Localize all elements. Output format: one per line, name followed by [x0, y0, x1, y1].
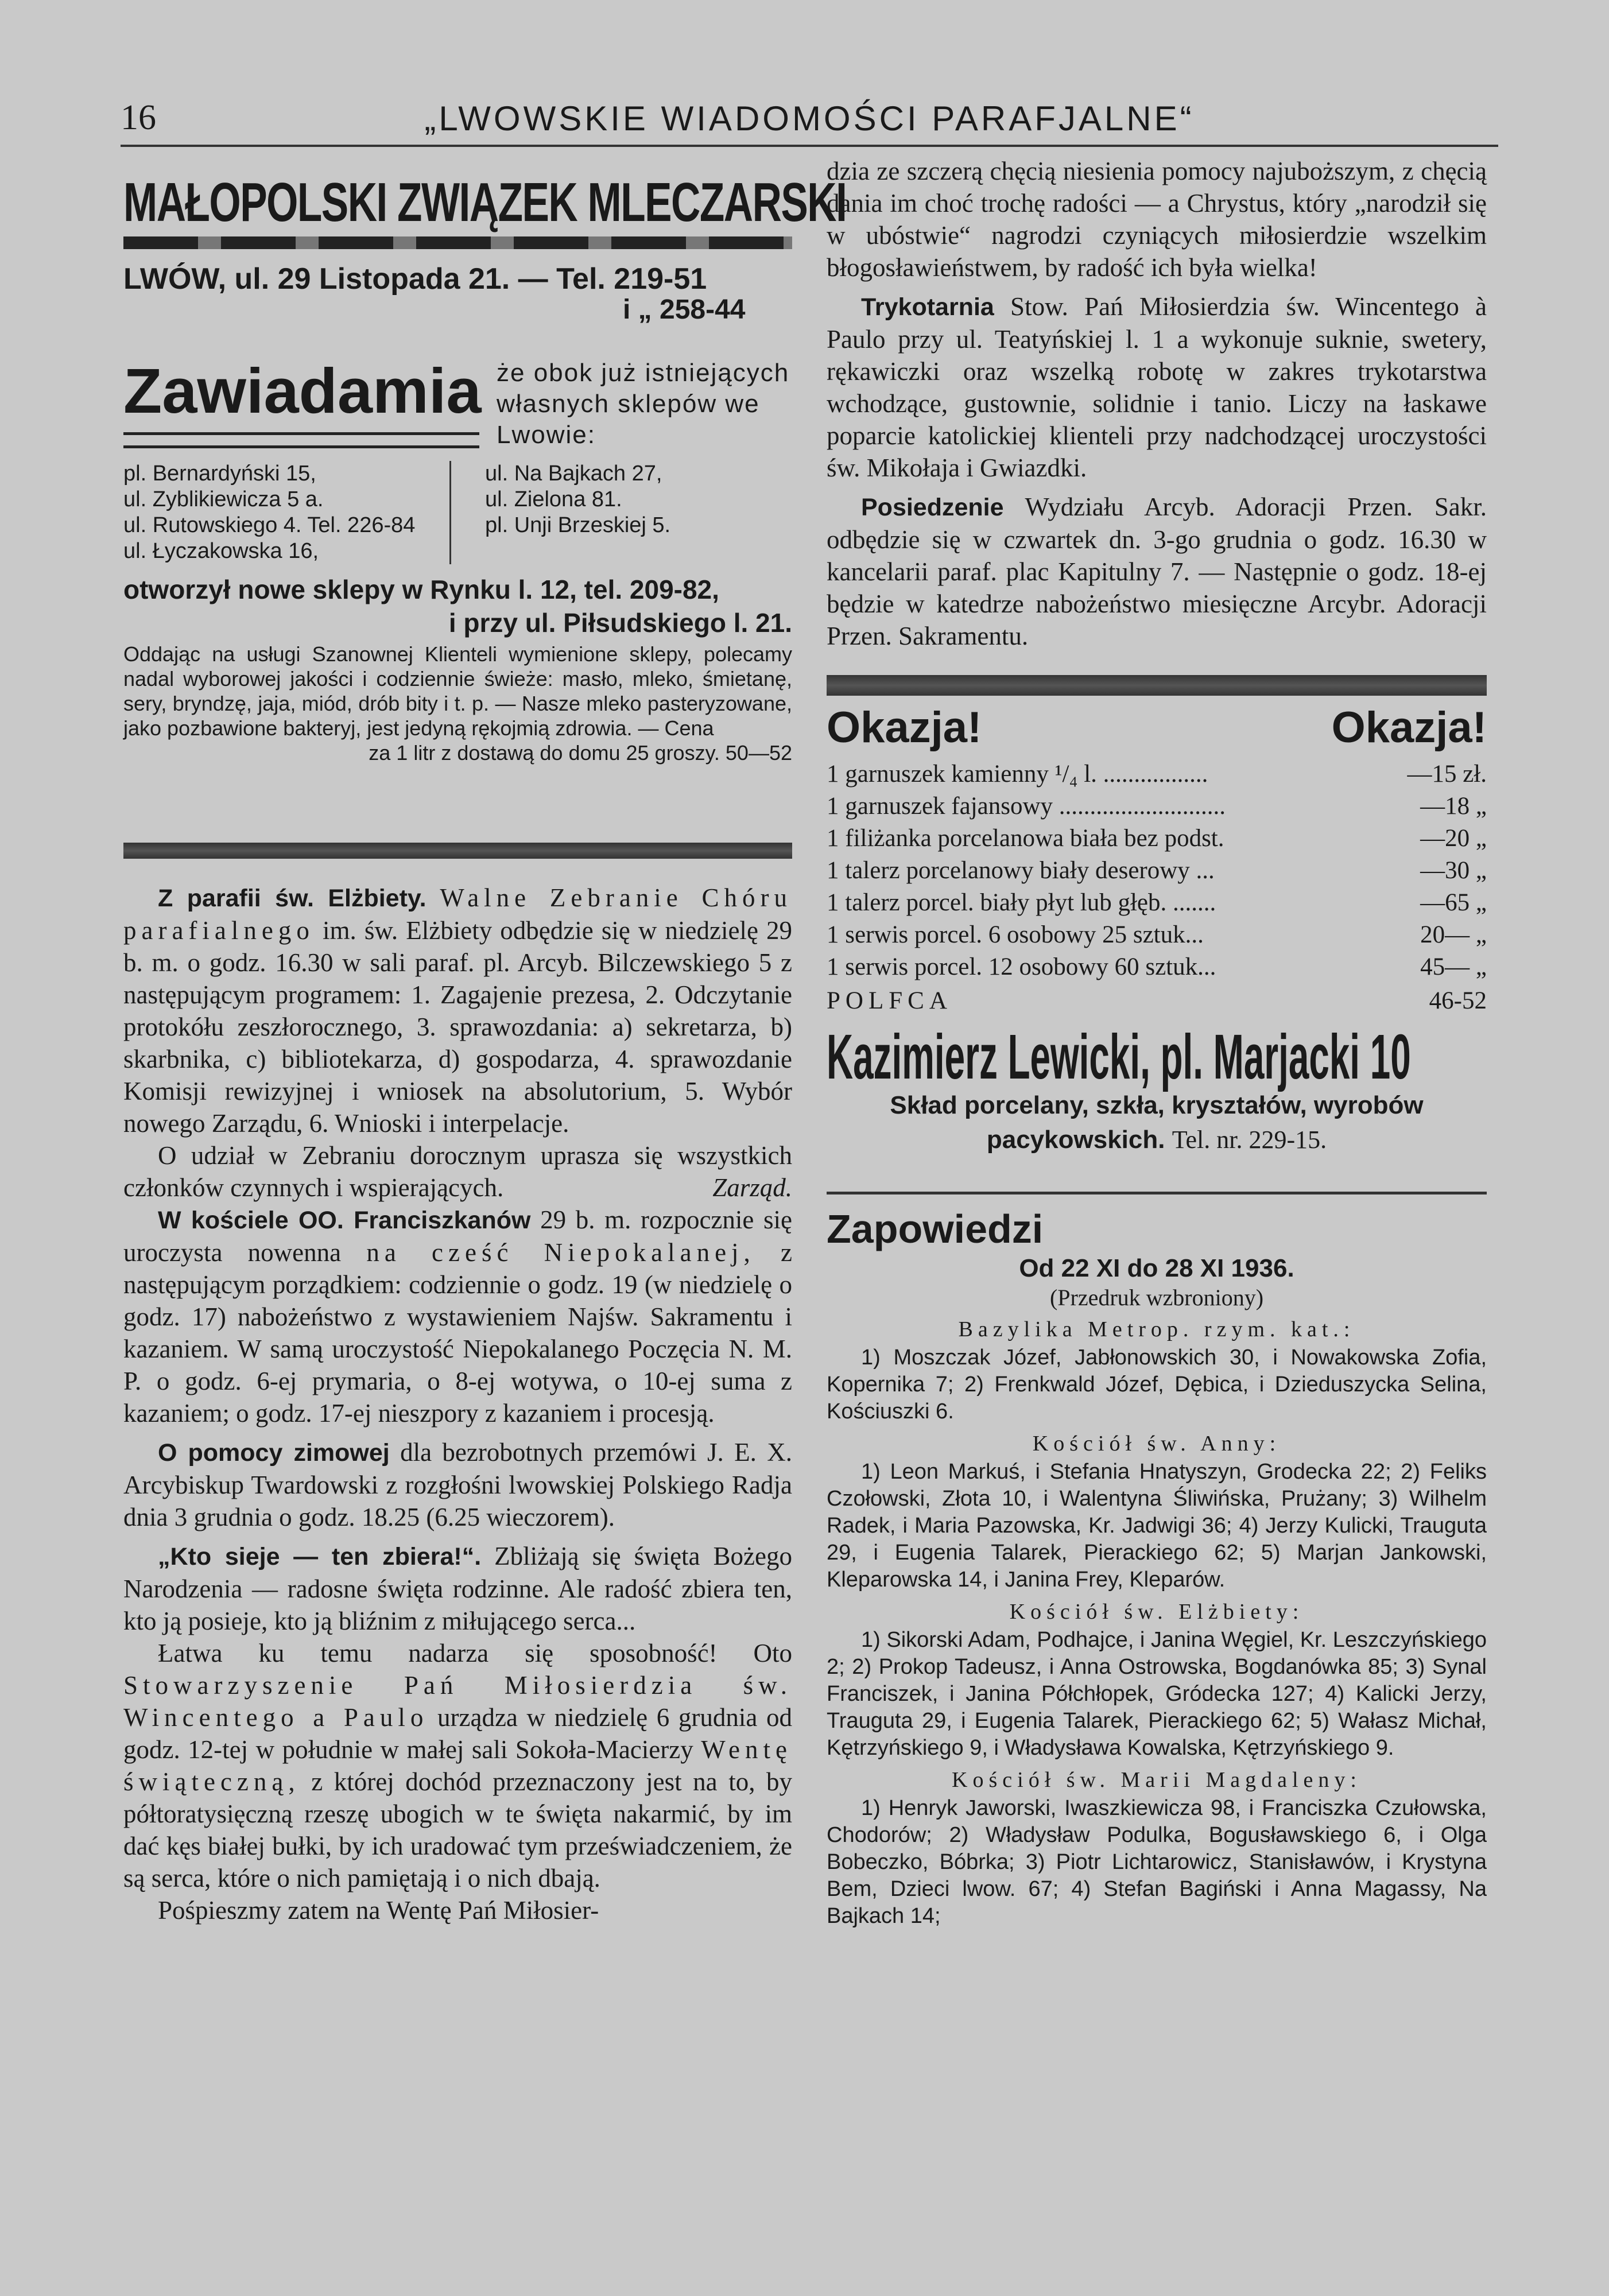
right-column: [827, 155, 1487, 1934]
article-trykotarnia: [827, 290, 1487, 484]
ad-announce-rule: [123, 432, 479, 448]
shop-item: pl. Unji Brzeskiej 5.: [485, 513, 671, 537]
ad-new-shops-line1: otworzył nowe sklepy w Rynku l. 12, tel. 209-82,: [123, 575, 719, 604]
article-text: O udział w Zebraniu dorocznym uprasza się wszystkich członków czynnych i wspierających.: [123, 1141, 792, 1202]
spaced-text: Walne Zebranie Chóru parafialnego: [123, 883, 793, 945]
price-item: 1 serwis porcel. 12 osobowy 60 sztuk...: [827, 953, 1216, 980]
ad-address: LWÓW, ul. 29 Listopada 21. — Tel. 219-51: [123, 262, 707, 296]
article-wenta-cont: Pośpieszmy zatem na Wentę Pań Miłosier-: [158, 1896, 599, 1925]
ad-title-bar: [123, 236, 792, 249]
article-text: dla bezrobotnych przemówi J. E. X. Arcybiskup Twardowski z rozgłośni lwowskiej Polskiego Radja dnia 3 grudnia o godz. 18.25 (6.25 wieczorem).: [123, 1438, 792, 1531]
banns-title: Zapowiedzi: [827, 1192, 1487, 1252]
banns-list: 1) Henryk Jaworski, Iwaszkiewicza 98, i Franciszka Czułowska, Chodorów; 2) Władysław Podulka, Bogusławskiego 6, i Olga Bobeczko, Bóbrka; 3) Piotr Lichtarowicz, Stanisławów, i Krystyna Bem, Dzieci lwow. 67; 4) Stefan Bagiński i Anna Magassy, Na Bajkach 14;: [827, 1796, 1487, 1928]
price-value: —20 „: [1420, 825, 1487, 852]
article-text: urządza w niedzielę 6 grudnia od godz. 12-tej w południe w małej sali Sokoła-Macierzy: [123, 1703, 792, 1764]
banns-note: (Przedruk wzbroniony): [1049, 1285, 1264, 1310]
lewicki-ad-title: Kazimierz Lewicki, pl. Marjacki 10: [827, 1022, 1411, 1092]
ad-body: Oddając na usługi Szanownej Klienteli wymienione sklepy, polecamy nadal wyborowej jakości i codziennie świeże: masło, mleko, śmietanę, sery, bryndzę, jaja, miód, drób bity i t. p. — Nasze mleko pasteryzowane, jako pozbawione bakteryj, jest jedyną rękojmią zdrowia. — Cena: [123, 642, 792, 740]
okazja-heading: [827, 703, 1487, 753]
okazja-top-bar: [827, 675, 1487, 696]
banns-list: 1) Leon Markuś, i Stefania Hnatyszyn, Grodecka 22; 2) Feliks Czołowski, Złota 10, i Walentyna Śliwińska, Prużany; 3) Wilhelm Radek, i Maria Pazowska, Kr. Jadwigi 36; 4) Jerzy Kulicki, Trauguta 29, i Eugenia Talarek, Pierackiego 62; 5) Marjan Jankowski, Kleparowska 14, i Janina Frey, Kleparów.: [827, 1460, 1487, 1592]
polfca-row: [827, 987, 1487, 1015]
left-column: [123, 155, 847, 1926]
price-row: [827, 823, 1487, 855]
article-posiedzenie: [827, 491, 1487, 652]
price-value: —18 „: [1420, 793, 1487, 820]
article-text: z następującym porządkiem: codziennie o godz. 19 (w niedzielę o godz. 17) nabożeństwo z wystawieniem Najśw. Sakramentu i kazaniem. W samą uroczystość Niepokalanego Poczęcia N. M. P. o godz. 6-ej prymaria, o 8-ej wotywa, o 10-ej suma z kazaniem; o godz. 17-ej nieszpory z kazaniem i procesją.: [123, 1238, 793, 1428]
article-continued: dzia ze szczerą chęcią niesienia pomocy najuboższym, z chęcią dania im choć trochę radości — a Chrystus, który „narodził się w ubóstwie“ nagrodzi czyniących miłosierdzie wszelkim błogosławieństwem, by radość ich była wielka!: [827, 157, 1487, 282]
section-divider: [123, 843, 792, 859]
article-elzbieta: [123, 882, 792, 1139]
article-wenta: [123, 1637, 792, 1894]
article-text: z której dochód przeznaczony jest na to, by półtoratysięczną rzeszę ubogich w te święta nakarmić, by im dać kęs białej bułki, by ich uradować tym przeświadczeniem, że są serca, które o nich pamiętają i o nich dbają.: [123, 1767, 793, 1892]
price-row: [827, 790, 1487, 823]
polfca-label: POLFCA: [827, 987, 952, 1014]
ad-announce: Zawiadamia: [123, 356, 482, 426]
price-value: 20— „: [1420, 921, 1487, 948]
shop-list-right: [485, 461, 795, 538]
article-heading: Z parafii św. Elżbiety.: [158, 885, 427, 912]
spaced-text: Stowarzyszenie Pań Miłosierdzia św. Wincentego a Paulo: [123, 1671, 792, 1732]
price-item: 1 talerz porcelanowy biały deserowy ...: [827, 857, 1215, 884]
shop-list-left: [123, 461, 451, 564]
church-name: Kościół św. Anny:: [1032, 1432, 1281, 1456]
article-heading: „Kto sieje — ten zbiera!“.: [158, 1543, 482, 1570]
shop-item: pl. Bernardyński 15,: [123, 461, 316, 486]
price-value: —15 zł.: [1407, 761, 1487, 788]
header-rule: [121, 145, 1498, 147]
banns-date: Od 22 XI do 28 XI 1936.: [1019, 1254, 1294, 1282]
price-item: 1 garnuszek fajansowy ...........................: [827, 793, 1226, 820]
polfca-number: 46-52: [1429, 987, 1487, 1014]
ad-price-line: za 1 litr z dostawą do domu 25 groszy. 50—52: [369, 741, 792, 765]
lewicki-phone: Tel. nr. 229-15.: [1172, 1126, 1327, 1154]
article-text: Stow. Pań Miłosierdzia św. Wincentego à Paulo przy ul. Teatyńskiej l. 1 a wykonuje suknie, swetery, rękawiczki oraz wszelką robotę w zakres trykotarstwa wchodzące, gustownie, solidnie i tanio. Liczy na łaskawe poparcie katolickiej klienteli przy nadchodzącej uroczystości św. Mikołaja i Gwiazdki.: [827, 292, 1487, 482]
price-row: [827, 919, 1487, 951]
church-name: Bazylika Metrop. rzym. kat.:: [958, 1317, 1355, 1341]
article-text: Łatwa ku temu nadarza się sposobność! Oto: [158, 1639, 792, 1667]
article-heading: W kościele OO. Franciszkanów: [158, 1207, 531, 1234]
price-row: [827, 758, 1487, 790]
price-item: 1 serwis porcel. 6 osobowy 25 sztuk...: [827, 921, 1204, 948]
spaced-text: Wentę świąteczną,: [123, 1735, 793, 1796]
banns-list: 1) Sikorski Adam, Podhajce, i Janina Węgiel, Kr. Leszczyńskiego 2; 2) Prokop Tadeusz, i Anna Ostrowska, Bogdanówka 85; 3) Synal Franciszek, i Janina Półchłopek, Gródecka 127; 4) Kalicki Jerzy, Trauguta 29, i Eugenia Talarek, Pierackiego 62; 5) Wałasz Michał, Kętrzyńskiego 9, i Władysława Kowalska, Kętrzyńskiego 9.: [827, 1628, 1487, 1760]
price-item: 1 filiżanka porcelanowa biała bez podst.: [827, 825, 1224, 852]
church-name: Kościół św. Elżbiety:: [1009, 1600, 1304, 1624]
ad-new-shops: [123, 573, 792, 639]
page-number: 16: [121, 98, 156, 137]
article-heading: Trykotarnia: [861, 293, 994, 321]
price-row: [827, 887, 1487, 919]
lewicki-description: Skład porcelany, szkła, kryształów, wyrobów pacykowskich.: [890, 1091, 1424, 1154]
shop-item: ul. Na Bajkach 27,: [485, 461, 662, 486]
article-heading: O pomocy zimowej: [158, 1439, 390, 1467]
price-value: —30 „: [1420, 857, 1487, 884]
article-text: Zbliżają się święta Bożego Narodzenia — radosne święta rodzinne. Ale radość zbiera ten, kto ją posieje, kto ją bliźnim z miłującego serca...: [123, 1542, 793, 1635]
price-row: [827, 951, 1487, 983]
price-item: 1 talerz porcel. biały płyt lub głęb. .......: [827, 889, 1216, 916]
lewicki-ad-subtitle: [827, 1088, 1487, 1157]
price-value: —65 „: [1420, 889, 1487, 916]
okazja-right: Okazja!: [1331, 703, 1487, 752]
ad-side-text: że obok już istniejących własnych sklepów we Lwowie:: [497, 359, 790, 449]
shop-item: ul. Rutowskiego 4. Tel. 226-84: [123, 513, 416, 537]
ad-phone-2: i „ 258-44: [623, 294, 746, 325]
page-header: [121, 92, 1498, 144]
price-list: [827, 758, 1487, 983]
price-row: [827, 855, 1487, 887]
article-winter-aid: [123, 1436, 792, 1533]
shop-item: ul. Łyczakowska 16,: [123, 539, 319, 563]
okazja-left: Okazja!: [827, 703, 982, 752]
shop-item: ul. Zielona 81.: [485, 487, 622, 511]
price-value: 45— „: [1420, 953, 1487, 980]
article-text: im. św. Elżbiety odbędzie się w niedzielę 29 b. m. o godz. 16.30 w sali paraf. pl. Arcyb. Bilczewskiego 5 z następującym programem: 1. Zagajenie prezesa, 2. Odczytanie protokółu zeszłorocznego, 3. sprawozdania: a) sekretarza, b) skarbnika, c) bibliotekarza, d) gospodarza, 4. sprawozdanie Komisji rewizyjnej i wniosek na absolutorium, 5. Wybór nowego Zarządu, 6. Wnioski i interpelacje.: [123, 916, 793, 1138]
article-franciszkanie: [123, 1204, 792, 1429]
price-item: 1 garnuszek kamienny ¹/₄ l. .................: [827, 761, 1208, 788]
ad-new-shops-line2: i przy ul. Piłsudskiego l. 21.: [448, 608, 792, 638]
article-text: 29 b. m. rozpocznie się uroczysta nowenna: [123, 1205, 793, 1267]
dairy-advertisement: [123, 171, 847, 825]
banns-list: 1) Moszczak Józef, Jabłonowskich 30, i Nowakowska Zofia, Kopernika 7; 2) Frenkwald Józef, Dębica, i Dzieduszycka Selina, Kościuszki 6.: [827, 1345, 1487, 1424]
publication-title: „LWOWSKIE WIADOMOŚCI PARAFJALNE“: [424, 99, 1195, 138]
church-name: Kościół św. Marii Magdaleny:: [952, 1768, 1362, 1792]
article-kto-sieje: [123, 1540, 792, 1637]
article-heading: Posiedzenie: [861, 494, 1004, 521]
shop-item: ul. Zyblikiewicza 5 a.: [123, 487, 324, 511]
ad-title: MAŁOPOLSKI ZWIĄZEK MLECZARSKI: [123, 172, 847, 233]
signature: Zarząd.: [712, 1173, 792, 1202]
article-text: Wydziału Arcyb. Adoracji Przen. Sakr. odbędzie się w czwartek dn. 3-go grudnia o godz. 16.30 w kancelarii paraf. plac Kapitulny 7. — Następnie o godz. 18-ej będzie w katedrze nabożeństwo miesięczne Arcybr. Adoracji Przen. Sakramentu.: [827, 492, 1487, 650]
spaced-text: na cześć Niepokalanej,: [366, 1238, 755, 1267]
ad-small-text: [123, 642, 792, 765]
